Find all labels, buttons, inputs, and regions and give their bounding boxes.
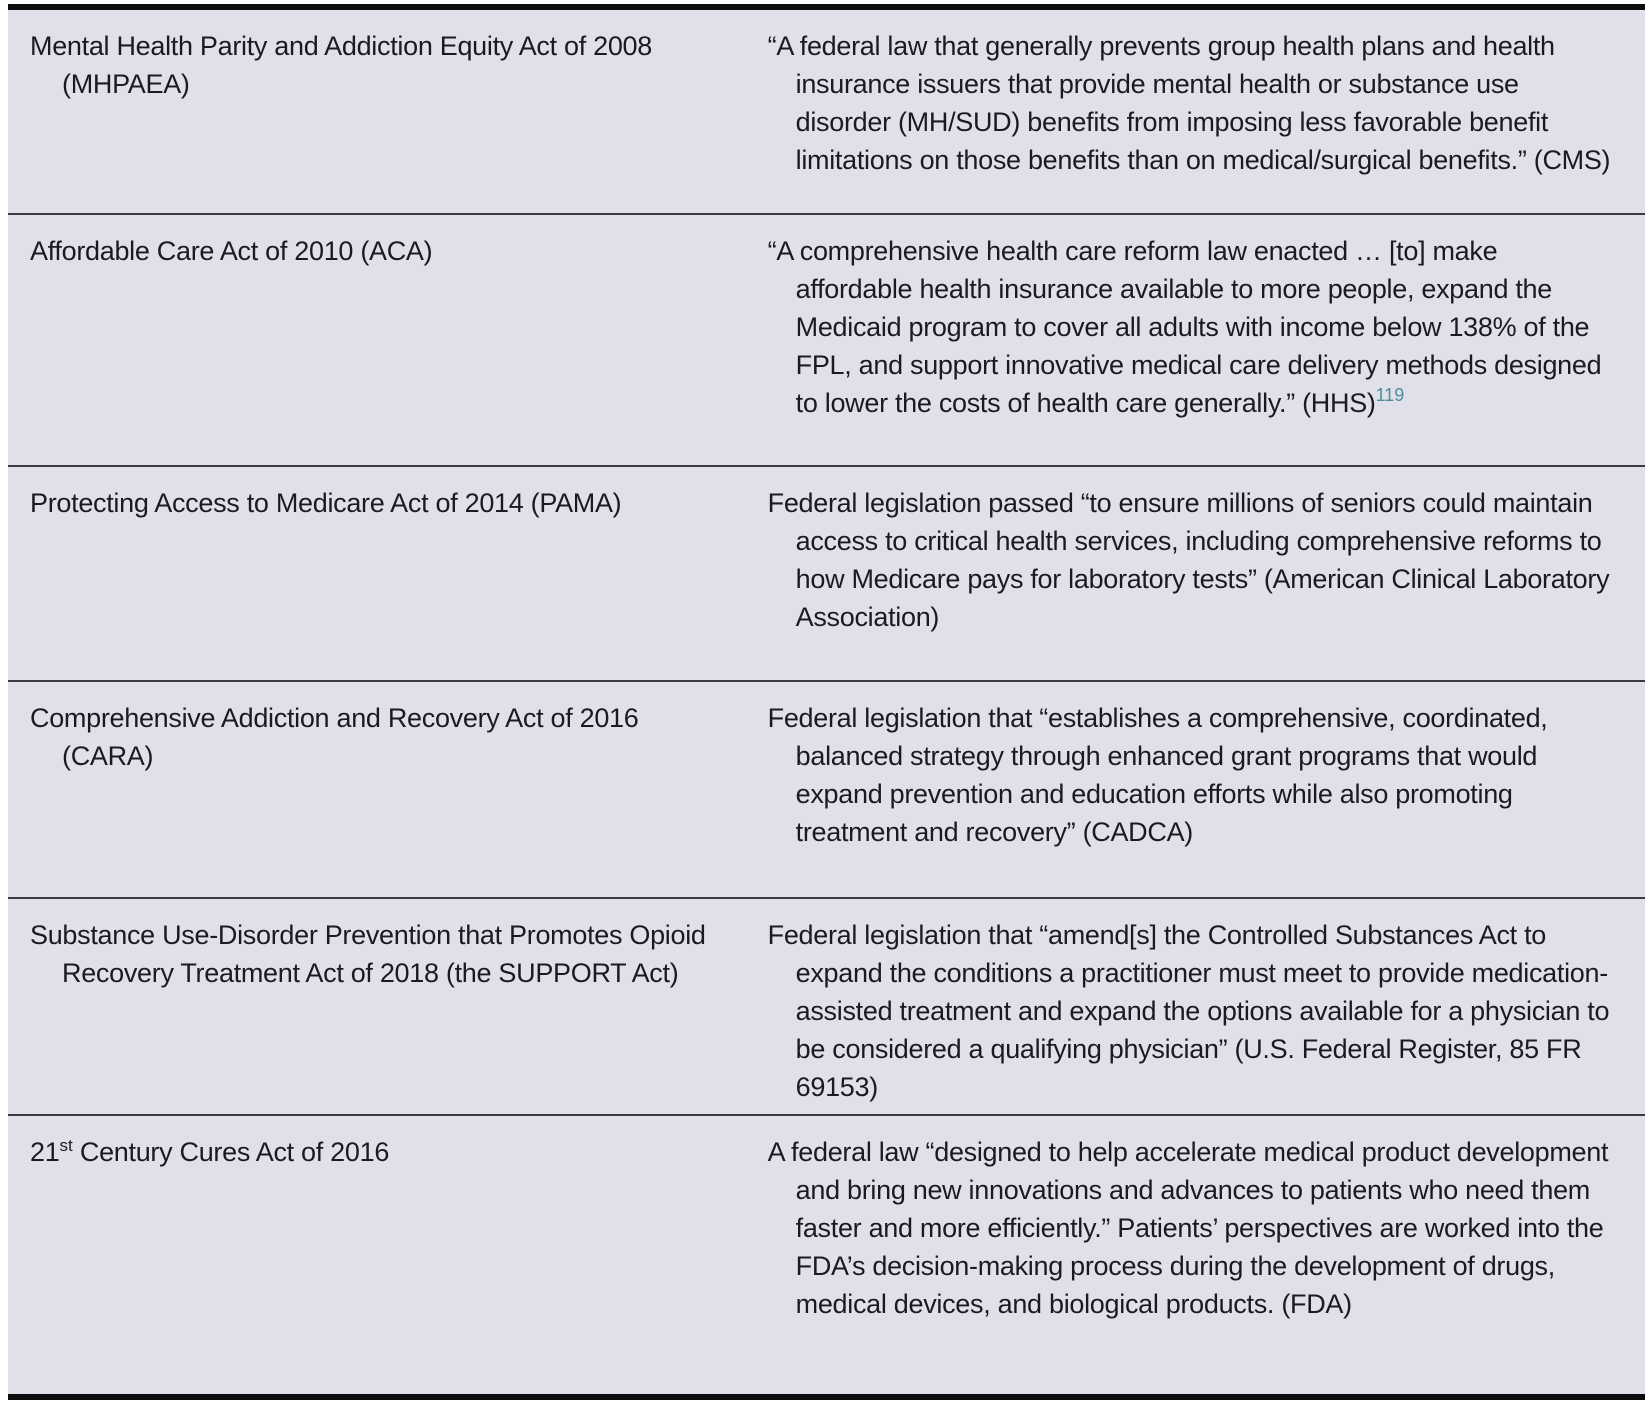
law-definition-text: “A comprehensive health care reform law enacted … [to] make affordable health insurance available to more people, expand the Medicaid program to cover all adults with income below 138% of the FPL, and support innovative medical care delivery methods designed to lower the costs of health care generally.” (HHS) (767, 236, 1602, 418)
ordinal-suffix: st (59, 1136, 73, 1155)
table-row-aca (8, 213, 1645, 465)
law-definition-cell (745, 484, 1645, 680)
law-definition (767, 232, 1620, 422)
footnote-reference-119[interactable]: 119 (1375, 385, 1405, 405)
law-name: Substance Use-Disorder Prevention that Promotes Opioid Recovery Treatment Act of 2018 (the SUPPORT Act) (30, 920, 706, 988)
law-name-cell (8, 484, 745, 680)
law-name-number: 21 (30, 1137, 60, 1167)
law-name-cell (8, 699, 745, 897)
law-name: Protecting Access to Medicare Act of 2014 (PAMA) (30, 488, 622, 518)
table-row-mhpaea (8, 10, 1645, 213)
law-name-cell (8, 1133, 745, 1394)
law-name-cell (8, 916, 745, 1114)
law-definition-cell (745, 232, 1645, 465)
law-name-cell (8, 27, 745, 213)
table-row-cures-act (8, 1114, 1645, 1394)
law-definition: Federal legislation that “establishes a comprehensive, coordinated, balanced strategy through enhanced grant programs that would expand prevention and education efforts while also promoting treatment and recovery” (CADCA) (767, 703, 1548, 847)
law-definition: Federal legislation passed “to ensure millions of seniors could maintain access to critical health services, including comprehensive reforms to how Medicare pays for laboratory tests” (American Clinical Laboratory Association) (767, 488, 1610, 632)
law-name-cell (8, 232, 745, 465)
legislation-glossary-table (8, 4, 1645, 1400)
law-definition: “A federal law that generally prevents group health plans and health insurance issuers that provide mental health or substance use disorder (MH/SUD) benefits from imposing less favorable benefit limitations on those benefits than on medical/surgical benefits.” (CMS) (767, 31, 1611, 175)
law-definition-cell (745, 916, 1645, 1114)
law-name: Comprehensive Addiction and Recovery Act of 2016 (CARA) (30, 703, 639, 771)
law-name (30, 1133, 720, 1171)
table-row-pama (8, 465, 1645, 680)
law-definition: A federal law “designed to help accelerate medical product development and bring new innovations and advances to patients who need them faster and more efficiently.” Patients’ perspectives are worked into the FDA’s decision-making process during the development of drugs, medical devices, and biological products. (FDA) (767, 1137, 1609, 1319)
law-definition-cell (745, 27, 1645, 213)
law-name: Mental Health Parity and Addiction Equity Act of 2008 (MHPAEA) (30, 31, 652, 99)
table-row-support-act (8, 897, 1645, 1114)
law-definition-cell (745, 1133, 1645, 1394)
law-definition-cell (745, 699, 1645, 897)
law-name: Affordable Care Act of 2010 (ACA) (30, 236, 433, 266)
table-row-cara (8, 680, 1645, 897)
law-definition: Federal legislation that “amend[s] the Controlled Substances Act to expand the conditions a practitioner must meet to provide medication-assisted treatment and expand the options available for a physician to be considered a qualifying physician” (U.S. Federal Register, 85 FR 69153) (767, 920, 1610, 1102)
law-name-rest: Century Cures Act of 2016 (72, 1137, 390, 1167)
